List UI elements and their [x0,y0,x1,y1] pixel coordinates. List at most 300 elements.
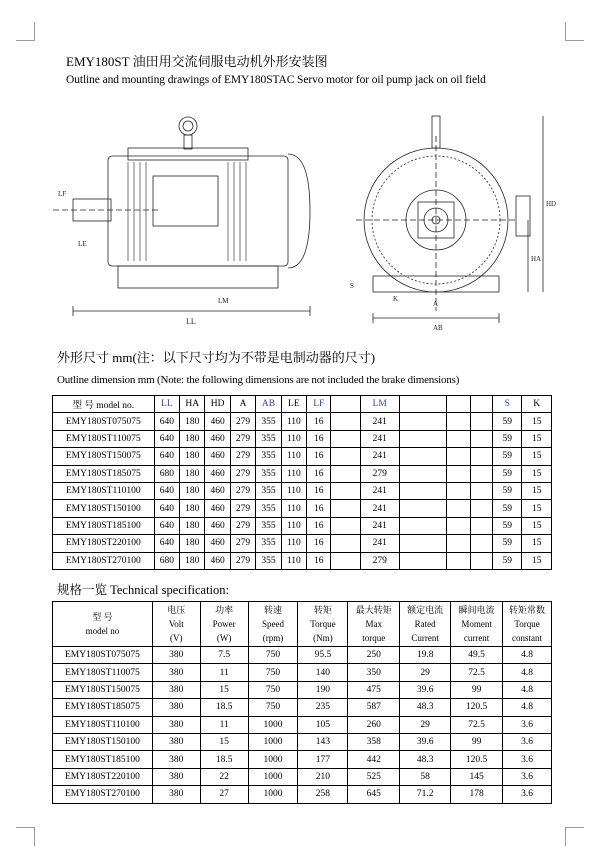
dim-cell [399,413,447,430]
model-cell: EMY180ST270100 [53,786,153,803]
spec-cell: 210 [298,768,348,785]
spec-cell: 190 [298,681,348,698]
spec-cell: 29 [400,716,451,733]
table-row [53,482,552,499]
spec-header [248,602,298,647]
end-view [350,116,556,332]
spec-header [298,602,348,647]
dim-cell [399,430,447,447]
table-row [53,716,552,733]
model-cell: EMY180ST150075 [53,448,155,465]
model-cell: EMY180ST150100 [53,733,153,750]
dim-cell [447,517,470,534]
spec-cell: 18.5 [200,699,248,716]
spec-cell: 48.3 [400,751,451,768]
model-cell: EMY180ST110075 [53,430,155,447]
spec-header-line: Current [411,633,439,643]
dim-header: HA [180,396,205,413]
dim-cell [331,448,360,465]
model-cell: EMY180ST075075 [53,647,153,664]
dim-cell: 16 [307,465,331,482]
title-chinese: EMY180ST 油田用交流伺服电动机外形安装图 [66,54,328,69]
dim-cell: 460 [205,465,230,482]
spec-header-line: (V) [170,633,183,643]
dim-header: 型 号 model no. [53,396,155,413]
spec-cell: 4.8 [503,664,552,681]
spec-cell: 15 [200,681,248,698]
spec-cell: 3.6 [503,716,552,733]
spec-cell: 250 [348,647,400,664]
table-row [53,681,552,698]
dim-cell: 16 [307,413,331,430]
spec-cell: 3.6 [503,768,552,785]
spec-cell: 58 [400,768,451,785]
dim-cell: 460 [205,448,230,465]
dim-cell: 59 [493,535,522,552]
model-cell: EMY180ST110100 [53,716,153,733]
dim-cell [331,517,360,534]
label-le: LE [78,240,87,248]
dim-header: LE [281,396,306,413]
label-a: A [433,300,439,308]
spec-cell: 143 [298,733,348,750]
dim-cell: 640 [154,413,179,430]
spec-cell: 120.5 [451,699,503,716]
spec-cell: 19.8 [400,647,451,664]
dim-cell: 460 [205,413,230,430]
label-hd: HD [546,200,557,208]
spec-cell: 145 [451,768,503,785]
dim-cell: 640 [154,482,179,499]
spec-header-line: (rpm) [262,633,284,643]
spec-header [53,602,153,647]
dim-cell: 15 [522,448,552,465]
dim-cell: 680 [154,552,179,569]
dim-cell: 680 [154,465,179,482]
dim-cell: 279 [230,517,255,534]
dim-cell: 180 [180,465,205,482]
dim-cell: 355 [256,465,281,482]
dim-cell [470,448,492,465]
spec-cell: 750 [248,647,298,664]
dim-header [470,396,492,413]
dim-cell: 279 [360,552,399,569]
dim-cell: 279 [230,448,255,465]
dim-header [399,396,447,413]
spec-cell: 99 [451,733,503,750]
dim-cell: 460 [205,430,230,447]
dim-cell: 59 [493,552,522,569]
dim-cell: 355 [256,430,281,447]
dim-cell: 180 [180,500,205,517]
spec-header-row [53,602,552,647]
spec-cell: 4.8 [503,647,552,664]
spec-cell: 39.6 [400,733,451,750]
table-row [53,430,552,447]
dim-header: LF [307,396,331,413]
model-cell: EMY180ST185075 [53,699,153,716]
spec-cell: 380 [152,681,200,698]
spec-cell: 11 [200,664,248,681]
dim-cell: 241 [360,517,399,534]
dim-cell [447,535,470,552]
model-cell: EMY180ST150100 [53,500,155,517]
dim-cell [470,430,492,447]
dim-cell [331,482,360,499]
spec-cell: 48.3 [400,699,451,716]
dim-cell: 59 [493,465,522,482]
spec-heading: 规格一览 Technical specification: [57,583,229,597]
dim-cell [470,500,492,517]
spec-cell: 178 [451,786,503,803]
model-cell: EMY180ST220100 [53,768,153,785]
spec-cell: 72.5 [451,716,503,733]
spec-header-line: Power [212,619,236,629]
dim-cell: 241 [360,448,399,465]
title-english: Outline and mounting drawings of EMY180STAC Servo motor for oil pump jack on oil field [66,74,486,86]
spec-header-line: 转矩常数 [509,605,546,615]
spec-cell: 380 [152,733,200,750]
dim-cell [447,448,470,465]
dim-cell: 241 [360,413,399,430]
dim-cell: 640 [154,535,179,552]
dimension-header-row [53,396,552,413]
dim-cell [399,535,447,552]
dim-cell [447,430,470,447]
spec-header-line: 转矩 [313,605,332,615]
dim-cell: 355 [256,448,281,465]
spec-cell: 1000 [248,768,298,785]
dim-cell [470,535,492,552]
dim-cell: 279 [230,430,255,447]
dim-cell: 16 [307,552,331,569]
spec-cell: 380 [152,786,200,803]
label-ll: LL [186,317,196,326]
spec-header-line: torque [362,633,386,643]
spec-header-line: 型 号 [92,612,113,622]
dim-header: LM [360,396,399,413]
dim-cell: 355 [256,517,281,534]
spec-cell: 750 [248,664,298,681]
spec-header-line: (W) [216,633,232,643]
dim-cell [447,465,470,482]
spec-cell: 27 [200,786,248,803]
spec-header-line: Max [365,619,383,629]
dim-cell: 15 [522,465,552,482]
spec-header-line: 功率 [215,605,234,615]
spec-cell: 1000 [248,751,298,768]
spec-cell: 350 [348,664,400,681]
dim-cell [399,517,447,534]
table-row [53,448,552,465]
dim-cell: 16 [307,517,331,534]
table-row [53,413,552,430]
dim-header: S [493,396,522,413]
dim-cell: 59 [493,448,522,465]
dim-cell [399,482,447,499]
spec-header [451,602,503,647]
spec-cell: 39.6 [400,681,451,698]
dim-cell: 640 [154,448,179,465]
dim-header: K [522,396,552,413]
dim-cell: 59 [493,517,522,534]
dim-header [331,396,360,413]
dim-cell: 16 [307,535,331,552]
spec-cell: 1000 [248,733,298,750]
dim-header: AB [256,396,281,413]
dim-cell [331,430,360,447]
dim-cell [470,465,492,482]
spec-header [400,602,451,647]
spec-header-line: Volt [168,619,184,629]
spec-cell: 380 [152,768,200,785]
model-cell: EMY180ST185100 [53,517,155,534]
dim-cell: 355 [256,413,281,430]
table-row [53,552,552,569]
dimension-heading-chinese: 外形尺寸 mm(注：以下尺寸均为不带是电制动器的尺寸) [57,350,376,365]
spec-cell: 235 [298,699,348,716]
dim-cell: 110 [281,448,306,465]
dim-cell: 180 [180,482,205,499]
table-row [53,517,552,534]
table-row [53,786,552,803]
spec-header-line: Rated [414,619,436,629]
spec-cell: 177 [298,751,348,768]
dim-cell: 110 [281,535,306,552]
dim-cell [447,500,470,517]
dim-cell [399,448,447,465]
dim-cell: 279 [360,465,399,482]
spec-cell: 258 [298,786,348,803]
spec-header [503,602,552,647]
spec-cell: 475 [348,681,400,698]
model-cell: EMY180ST270100 [53,552,155,569]
label-lf: LF [58,190,67,198]
dim-cell: 59 [493,413,522,430]
dim-cell [399,552,447,569]
spec-cell: 3.6 [503,751,552,768]
dim-cell: 640 [154,500,179,517]
spec-cell: 3.6 [503,786,552,803]
dim-cell: 59 [493,500,522,517]
dim-cell [331,413,360,430]
dim-header: HD [205,396,230,413]
table-row [53,751,552,768]
spec-cell: 18.5 [200,751,248,768]
dim-cell: 279 [230,500,255,517]
spec-cell: 72.5 [451,664,503,681]
table-row [53,733,552,750]
model-cell: EMY180ST110100 [53,482,155,499]
spec-cell: 1000 [248,716,298,733]
dim-cell: 241 [360,482,399,499]
dim-cell: 59 [493,430,522,447]
spec-header-line: 额定电流 [407,605,444,615]
crop-mark-bottom-left [16,827,35,846]
dim-cell: 15 [522,482,552,499]
spec-cell: 3.6 [503,733,552,750]
dim-cell: 279 [230,552,255,569]
dim-cell: 180 [180,535,205,552]
dim-cell: 355 [256,552,281,569]
dim-cell: 15 [522,535,552,552]
dim-cell: 15 [522,430,552,447]
spec-cell: 260 [348,716,400,733]
table-row [53,664,552,681]
dim-cell: 279 [230,413,255,430]
spec-cell: 105 [298,716,348,733]
dim-cell: 110 [281,517,306,534]
label-k: K [393,295,399,303]
dim-cell: 279 [230,535,255,552]
crop-mark-bottom-right [565,827,584,846]
dim-cell [470,517,492,534]
motor-outline-drawing [38,96,562,338]
dim-cell: 180 [180,413,205,430]
dim-cell: 110 [281,430,306,447]
model-cell: EMY180ST185075 [53,465,155,482]
dim-cell: 59 [493,482,522,499]
spec-cell: 380 [152,664,200,681]
dim-cell [470,482,492,499]
dim-cell [447,482,470,499]
dim-cell: 241 [360,535,399,552]
spec-header [348,602,400,647]
model-cell: EMY180ST075075 [53,413,155,430]
table-row [53,465,552,482]
spec-cell: 750 [248,681,298,698]
spec-cell: 380 [152,751,200,768]
dim-cell: 460 [205,500,230,517]
dim-cell: 110 [281,465,306,482]
spec-cell: 380 [152,716,200,733]
spec-cell: 120.5 [451,751,503,768]
dim-cell: 15 [522,552,552,569]
spec-header-line: 瞬间电流 [458,605,495,615]
crop-mark-top-left [16,22,35,41]
spec-header [200,602,248,647]
spec-header-line: 最大转矩 [355,605,392,615]
dim-cell [331,465,360,482]
spec-header-line: model no [85,626,120,636]
dim-cell: 180 [180,430,205,447]
dim-cell: 241 [360,430,399,447]
dim-cell: 15 [522,500,552,517]
dim-cell: 640 [154,517,179,534]
dim-cell: 16 [307,430,331,447]
spec-header-line: 转速 [264,605,283,615]
spec-cell: 750 [248,699,298,716]
dim-cell: 355 [256,482,281,499]
spec-header-line: constant [512,633,543,643]
model-cell: EMY180ST185100 [53,751,153,768]
spec-cell: 49.5 [451,647,503,664]
dim-cell: 110 [281,413,306,430]
dim-cell: 460 [205,517,230,534]
spec-header-line: Torque [310,619,336,629]
spec-cell: 587 [348,699,400,716]
label-s: S [350,282,354,290]
dim-cell [399,500,447,517]
dim-cell: 460 [205,552,230,569]
dim-cell: 640 [154,430,179,447]
dim-cell [331,500,360,517]
spec-cell: 95.5 [298,647,348,664]
spec-cell: 22 [200,768,248,785]
dim-cell: 180 [180,448,205,465]
dim-cell: 355 [256,500,281,517]
side-view [53,117,310,326]
dim-cell: 355 [256,535,281,552]
dim-cell [399,465,447,482]
spec-cell: 358 [348,733,400,750]
dim-header: LL [154,396,179,413]
table-row [53,699,552,716]
dim-cell: 110 [281,482,306,499]
spec-header-line: 电压 [167,605,186,615]
dim-cell: 15 [522,517,552,534]
dim-cell: 279 [230,465,255,482]
dim-cell [447,552,470,569]
spec-cell: 29 [400,664,451,681]
dimension-table [52,395,552,570]
spec-cell: 140 [298,664,348,681]
dim-cell: 180 [180,517,205,534]
model-cell: EMY180ST220100 [53,535,155,552]
dim-cell: 110 [281,552,306,569]
table-row [53,768,552,785]
dim-header [447,396,470,413]
dimension-heading-english: Outline dimension mm (Note: the following dimensions are not included the brake dimensions) [57,374,460,386]
dim-cell: 16 [307,500,331,517]
dim-cell [470,413,492,430]
dim-cell: 16 [307,448,331,465]
dim-cell [470,552,492,569]
table-row [53,647,552,664]
model-cell: EMY180ST150075 [53,681,153,698]
dim-cell: 241 [360,500,399,517]
spec-cell: 15 [200,733,248,750]
spec-table [52,601,552,804]
spec-cell: 99 [451,681,503,698]
spec-cell: 4.8 [503,681,552,698]
spec-cell: 7.5 [200,647,248,664]
spec-header-line: Torque [514,619,540,629]
label-ab: AB [433,324,443,332]
spec-header-line: Speed [262,619,285,629]
dim-cell: 180 [180,552,205,569]
label-ha: HA [531,255,542,263]
spec-cell: 11 [200,716,248,733]
dim-cell [447,413,470,430]
table-row [53,500,552,517]
spec-cell: 442 [348,751,400,768]
spec-header [152,602,200,647]
dim-cell: 460 [205,482,230,499]
model-cell: EMY180ST110075 [53,664,153,681]
dim-header: A [230,396,255,413]
label-lm: LM [218,297,229,305]
spec-header-line: (Nm) [313,633,333,643]
crop-mark-top-right [565,22,584,41]
spec-cell: 380 [152,647,200,664]
dim-cell: 460 [205,535,230,552]
table-row [53,535,552,552]
dim-cell [331,535,360,552]
dim-cell: 16 [307,482,331,499]
dim-cell: 110 [281,500,306,517]
spec-header-line: Moment [461,619,492,629]
